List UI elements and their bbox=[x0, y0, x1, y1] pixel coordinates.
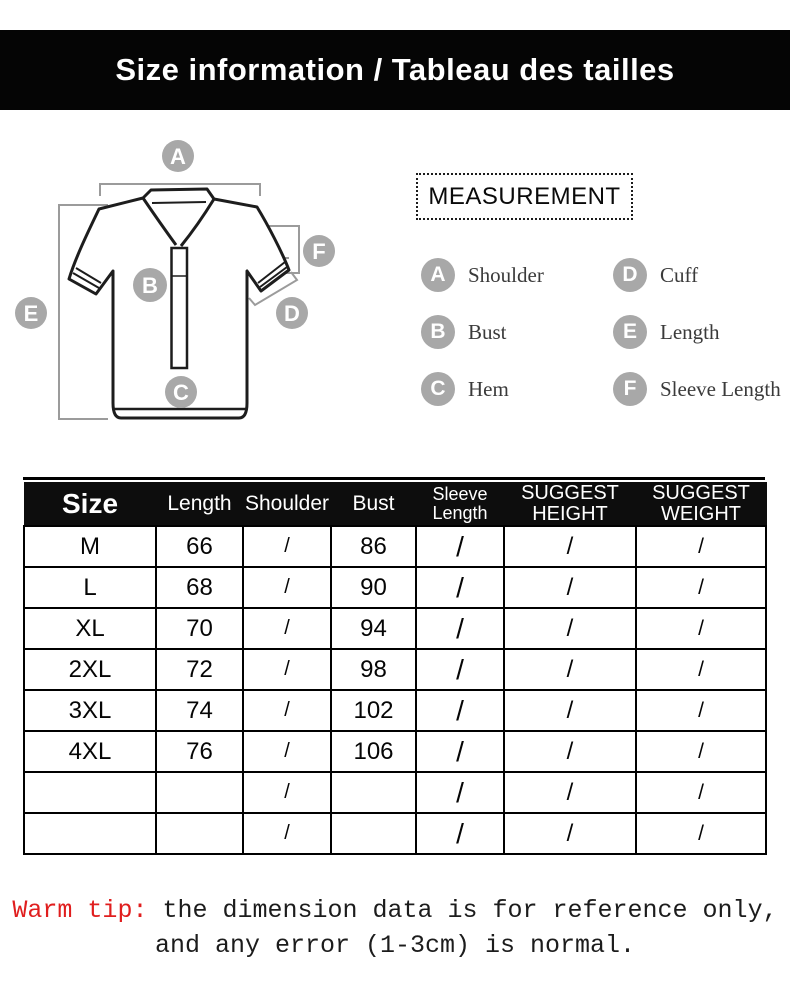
table-cell: M bbox=[24, 526, 156, 567]
legend-item-hem bbox=[421, 372, 509, 406]
table-cell: 4XL bbox=[24, 731, 156, 772]
shirt-measurement-diagram bbox=[0, 130, 400, 462]
table-cell: / bbox=[416, 690, 504, 731]
table-row bbox=[24, 690, 766, 731]
page-title: Size information / Tableau des tailles bbox=[115, 52, 675, 87]
column-header-length: Length bbox=[156, 483, 243, 527]
legend-label: Shoulder bbox=[468, 262, 544, 287]
table-row bbox=[24, 813, 766, 854]
table-cell bbox=[331, 772, 416, 813]
table-cell: 76 bbox=[156, 731, 243, 772]
table-header-row bbox=[24, 483, 766, 527]
legend-item-sleeve-length bbox=[613, 372, 781, 406]
table-cell: 72 bbox=[156, 649, 243, 690]
legend-label: Bust bbox=[468, 319, 507, 344]
table-cell: 2XL bbox=[24, 649, 156, 690]
table-cell: 66 bbox=[156, 526, 243, 567]
table-cell: / bbox=[504, 813, 636, 854]
marker-d-letter: D bbox=[284, 301, 300, 326]
table-cell: 106 bbox=[331, 731, 416, 772]
table-row bbox=[24, 772, 766, 813]
table-cell: / bbox=[243, 813, 331, 854]
table-cell: / bbox=[504, 731, 636, 772]
table-row bbox=[24, 731, 766, 772]
table-cell: / bbox=[504, 567, 636, 608]
table-cell: / bbox=[416, 608, 504, 649]
table-cell: / bbox=[636, 526, 766, 567]
size-table bbox=[23, 482, 767, 855]
legend-f-circle-icon: F bbox=[613, 372, 647, 406]
table-cell: / bbox=[416, 731, 504, 772]
legend-c-circle-icon: C bbox=[421, 372, 455, 406]
table-cell: 90 bbox=[331, 567, 416, 608]
table-cell: / bbox=[243, 772, 331, 813]
table-cell bbox=[156, 772, 243, 813]
table-cell: / bbox=[416, 526, 504, 567]
table-cell: / bbox=[416, 813, 504, 854]
legend-label: Length bbox=[660, 319, 720, 344]
table-cell: / bbox=[504, 772, 636, 813]
table-cell: 98 bbox=[331, 649, 416, 690]
legend-item-length bbox=[613, 315, 719, 349]
table-row bbox=[24, 608, 766, 649]
table-row bbox=[24, 649, 766, 690]
size-table-section bbox=[23, 477, 765, 855]
legend-e-circle-icon: E bbox=[613, 315, 647, 349]
warm-tip-text-1: the dimension data is for reference only, bbox=[162, 896, 778, 925]
table-cell: / bbox=[243, 526, 331, 567]
table-cell: / bbox=[504, 690, 636, 731]
table-cell: / bbox=[636, 772, 766, 813]
table-cell: / bbox=[243, 567, 331, 608]
table-cell: / bbox=[504, 649, 636, 690]
table-row bbox=[24, 526, 766, 567]
table-row bbox=[24, 567, 766, 608]
marker-e-letter: E bbox=[23, 301, 39, 326]
measurement-box-title: MEASUREMENT bbox=[428, 182, 621, 210]
table-cell bbox=[331, 813, 416, 854]
table-cell: L bbox=[24, 567, 156, 608]
table-cell: / bbox=[636, 608, 766, 649]
warm-tip-label: Warm tip: bbox=[12, 896, 148, 925]
column-header-shoulder: Shoulder bbox=[243, 483, 331, 527]
table-cell bbox=[24, 772, 156, 813]
warm-tip-line-1 bbox=[0, 893, 790, 928]
table-cell: / bbox=[243, 690, 331, 731]
legend-item-bust bbox=[421, 315, 507, 349]
legend-label: Cuff bbox=[660, 262, 699, 287]
table-cell: / bbox=[636, 649, 766, 690]
table-cell: / bbox=[504, 608, 636, 649]
legend-d-circle-icon: D bbox=[613, 258, 647, 292]
marker-c-letter: C bbox=[173, 380, 189, 405]
table-cell: 68 bbox=[156, 567, 243, 608]
legend-a-circle-icon: A bbox=[421, 258, 455, 292]
title-bar bbox=[0, 30, 790, 110]
marker-f-letter: F bbox=[312, 239, 326, 264]
table-cell bbox=[156, 813, 243, 854]
table-cell: / bbox=[243, 649, 331, 690]
table-cell: / bbox=[636, 690, 766, 731]
table-cell: 3XL bbox=[24, 690, 156, 731]
column-header-suggest-height: SUGGEST HEIGHT bbox=[504, 483, 636, 527]
measurement-box bbox=[416, 173, 633, 220]
table-cell: 74 bbox=[156, 690, 243, 731]
legend-label: Sleeve Length bbox=[660, 376, 781, 401]
table-cell: / bbox=[243, 608, 331, 649]
table-cell: / bbox=[416, 649, 504, 690]
table-cell: 86 bbox=[331, 526, 416, 567]
warm-tip bbox=[0, 893, 790, 963]
table-cell: / bbox=[636, 731, 766, 772]
table-cell: / bbox=[416, 567, 504, 608]
column-header-size: Size bbox=[24, 483, 156, 527]
warm-tip-text-2: and any error (1-3cm) is normal. bbox=[154, 931, 636, 960]
table-cell: / bbox=[243, 731, 331, 772]
table-cell: 70 bbox=[156, 608, 243, 649]
table-cell: / bbox=[636, 813, 766, 854]
column-header-sleeve-length: Sleeve Length bbox=[416, 483, 504, 527]
table-cell: / bbox=[636, 567, 766, 608]
marker-b-letter: B bbox=[142, 273, 158, 298]
column-header-suggest-weight: SUGGEST WEIGHT bbox=[636, 483, 766, 527]
legend-item-cuff bbox=[613, 258, 698, 292]
marker-a-letter: A bbox=[170, 144, 186, 169]
table-cell: 94 bbox=[331, 608, 416, 649]
table-cell: / bbox=[504, 526, 636, 567]
legend-b-circle-icon: B bbox=[421, 315, 455, 349]
legend-item-shoulder bbox=[421, 258, 544, 292]
table-cell: 102 bbox=[331, 690, 416, 731]
placket bbox=[172, 248, 188, 368]
table-cell: XL bbox=[24, 608, 156, 649]
column-header-bust: Bust bbox=[331, 483, 416, 527]
table-cell bbox=[24, 813, 156, 854]
collar-back-line bbox=[152, 202, 206, 203]
table-cell: / bbox=[416, 772, 504, 813]
legend-label: Hem bbox=[468, 376, 509, 401]
